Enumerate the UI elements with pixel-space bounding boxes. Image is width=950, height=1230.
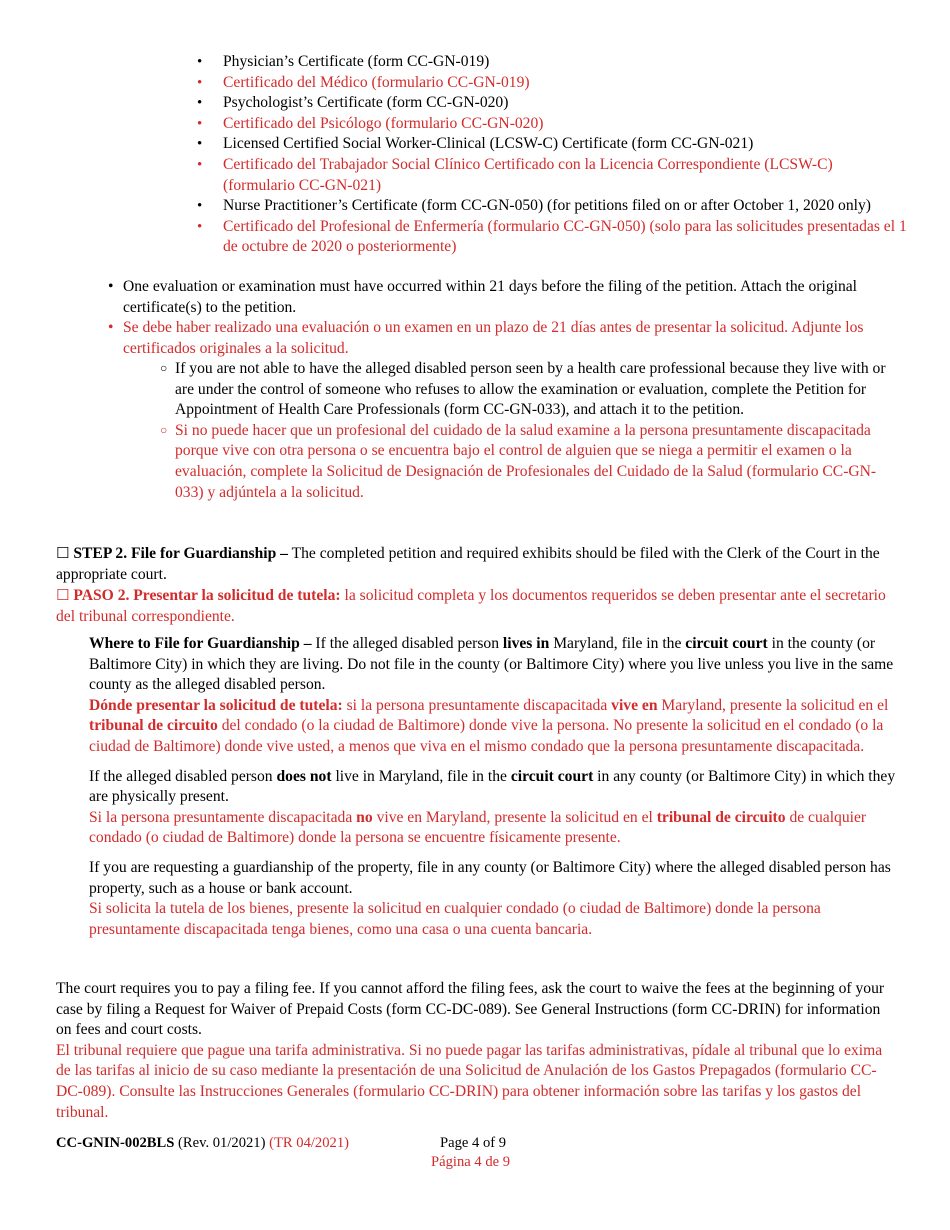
unable-en: ○ If you are not able to have the alleged disabled person seen by a health care professional because they live with or are under the control of someone who refuses to allow the examination or evaluation, complete the Petition for Appointment of Health Care Professionals (form CC-GN-033), and attach it to the petition.: [160, 359, 895, 421]
step-2-text: The completed petition and required exhibits should be filed with the Clerk of the Court in the appropriate court.: [56, 545, 880, 583]
text: If the alleged disabled person: [89, 767, 273, 785]
where-es: [89, 697, 888, 755]
bold-text: does not: [276, 767, 332, 785]
list-item: • Certificado del Profesional de Enfermería (formulario CC-GN-050) (solo para las solicitudes presentadas el 1 de octubre de 2020 o posteriormente): [197, 217, 907, 258]
fee-es: El tribunal requiere que pague una tarifa administrativa. Si no puede pagar las tarifas administrativas, pídale al tribunal que lo exima de las tarifas al inicio de su caso mediante la presentación de una Solicitud de Anulación de los Gastos Prepagados (formulario CC-DC-089). Consulte las Instrucciones Generales (formulario CC-DRIN) para obtener información sobre las tarifas y los gastos del tribunal.: [56, 1041, 883, 1121]
where-paragraph-1: [89, 634, 897, 758]
page-number-es: Página 4 de 9: [431, 1154, 511, 1170]
text: live in Maryland, file in the: [335, 767, 507, 785]
text: de cualquier condado (o ciudad de Baltimore) donde la persona se encuentre físicamente presente.: [89, 808, 867, 847]
donde-title: Dónde presentar la solicitud de tutela:: [89, 696, 343, 714]
text: Maryland, file in the: [553, 635, 682, 652]
bold-text: tribunal de circuito: [656, 808, 786, 826]
evaluation-list: [108, 277, 898, 359]
step-2-title: STEP 2. File for Guardianship –: [73, 545, 288, 562]
text: Si la persona presuntamente discapacitada: [89, 808, 353, 826]
bold-text: tribunal de circuito: [89, 717, 218, 735]
list-item: • Certificado del Trabajador Social Clínico Certificado con la Licencia Correspondiente (LCSW-C) (formulario CC-GN-021): [197, 155, 907, 196]
property-en: If you are requesting a guardianship of the property, file in any county (or Baltimore City) where the alleged disabled person has property, such as a house or bank account.: [89, 858, 891, 897]
text: in any county (or Baltimore City) in which they are physically present.: [89, 767, 896, 806]
list-item: • Certificado del Psicólogo (formulario CC-GN-020): [197, 114, 907, 135]
bold-text: no: [356, 808, 373, 826]
certificate-list: [197, 52, 907, 258]
list-item: • Psychologist’s Certificate (form CC-GN-020): [197, 93, 907, 114]
evaluation-es: • Se debe haber realizado una evaluación o un examen en un plazo de 21 días antes de presentar la solicitud. Adjunte los certificados originales a la solicitud.: [108, 318, 898, 359]
text: Maryland, presente la solicitud en el: [661, 696, 889, 714]
bold-text: circuit court: [685, 635, 768, 652]
list-item: • Nurse Practitioner’s Certificate (form CC-GN-050) (for petitions filed on or after October 1, 2020 only): [197, 196, 907, 217]
list-item: • Physician’s Certificate (form CC-GN-019): [197, 52, 907, 73]
step-2-section: [56, 543, 886, 627]
translation-revision: (TR 04/2021): [269, 1135, 349, 1151]
where-title: Where to File for Guardianship –: [89, 635, 312, 652]
property-es: Si solicita la tutela de los bienes, presente la solicitud en cualquier condado (o ciudad de Baltimore) donde la persona presuntamente discapacitada tenga bienes, como una casa o una cuenta bancaria.: [89, 900, 821, 938]
not-maryland-en: [89, 768, 895, 806]
text: vive en Maryland, presente la solicitud en el: [376, 808, 653, 826]
where-paragraph-3: [89, 858, 897, 940]
evaluation-en: • One evaluation or examination must have occurred within 21 days before the filing of the petition. Attach the original certificate(s) to the petition.: [108, 277, 898, 318]
bold-text: lives in: [502, 635, 550, 652]
form-number: CC-GNIN-002BLS: [56, 1135, 175, 1151]
step-2-es: [56, 585, 886, 627]
bold-text: circuit court: [510, 767, 594, 785]
where-paragraph-2: [89, 767, 897, 849]
paso-2-text: la solicitud completa y los documentos requeridos se deben presentar ante el secretario del tribunal correspondiente.: [56, 587, 886, 625]
revision: (Rev. 01/2021): [178, 1135, 266, 1151]
unable-es: ○ Si no puede hacer que un profesional del cuidado de la salud examine a la persona presuntamente discapacitada porque vive con otra persona o se encuentra bajo el control de alguien que se niega a permitir el examen o la evaluación, complete la Solicitud de Designación de Profesionales del Cuidado de la Salud (formulario CC-GN-033) y adjúntela a la solicitud.: [160, 421, 895, 503]
paso-2-title: PASO 2. Presentar la solicitud de tutela:: [73, 587, 341, 605]
unable-list: [160, 359, 895, 503]
where-en: [89, 635, 893, 693]
fee-en: The court requires you to pay a filing fee. If you cannot afford the filing fees, ask the court to waive the fees at the beginning of your case by filing a Request for Waiver of Prepaid Costs (form CC-DC-089). See General Instructions (form CC-DRIN) for information on fees and court costs.: [56, 980, 885, 1039]
list-item: • Licensed Certified Social Worker-Clinical (LCSW-C) Certificate (form CC-GN-021): [197, 134, 907, 155]
step-2-en: [56, 543, 886, 585]
form-identifier: [56, 1134, 349, 1153]
text: del condado (o la ciudad de Baltimore) donde vive la persona. No presente la solicitud en el condado (o la ciudad de Baltimore) donde vive usted, a menos que viva en el mismo condado que la persona presuntamente discapacitada.: [89, 717, 884, 755]
bold-text: vive en: [611, 696, 658, 714]
page-number: Page 4 of 9: [440, 1135, 507, 1151]
not-maryland-es: [89, 809, 866, 847]
filing-fee-section: [56, 979, 886, 1123]
where-to-file-section: [89, 634, 897, 949]
text: si la persona presuntamente discapacitada: [346, 696, 608, 714]
checkbox-icon[interactable]: ☐: [56, 544, 70, 562]
text: If the alleged disabled person: [315, 635, 500, 652]
text: in the county (or Baltimore City) in which they are living. Do not file in the county (or Baltimore City) where you live unless you live in the same county as the alleged disabled person.: [89, 635, 894, 694]
checkbox-icon[interactable]: ☐: [56, 586, 70, 605]
list-item: • Certificado del Médico (formulario CC-GN-019): [197, 73, 907, 94]
